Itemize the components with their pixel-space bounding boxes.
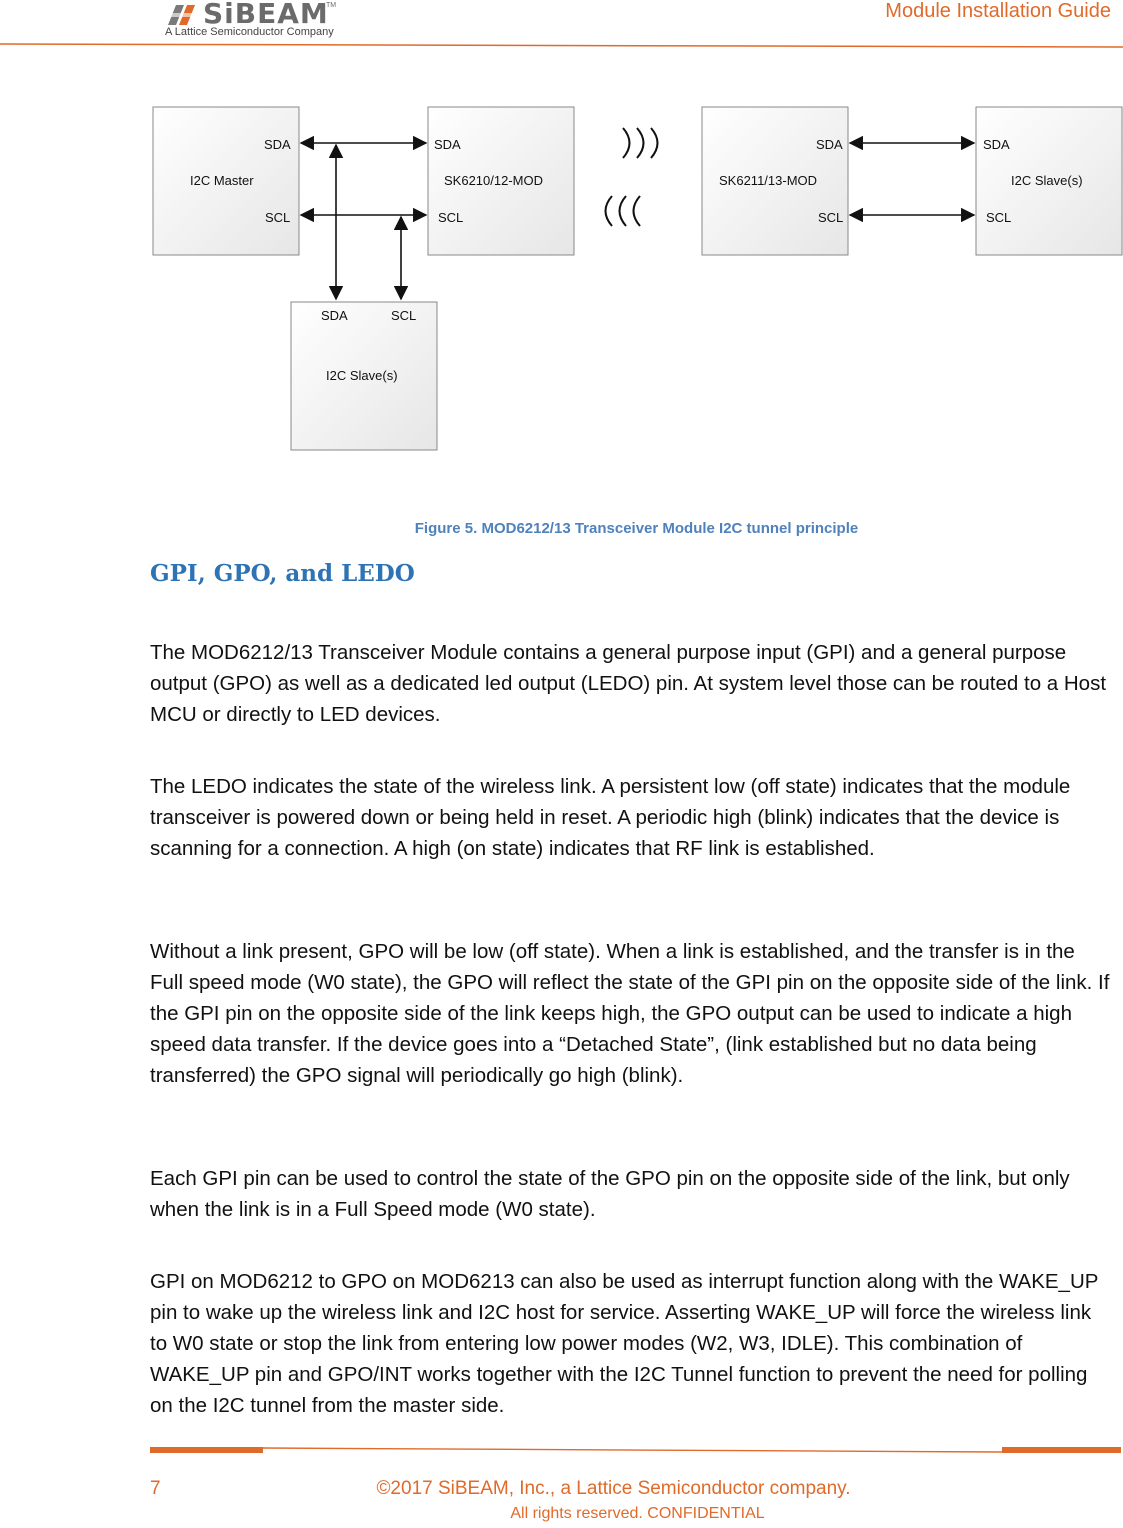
sibeam-logo [163,0,338,40]
sk6211-sda-label: SDA [816,137,843,152]
rights-line: All rights reserved. CONFIDENTIAL [510,1505,765,1522]
brand-tagline: A Lattice Semiconductor Company [165,26,334,38]
paragraph-gpio-overview: The MOD6212/13 Transceiver Module contains a general purpose input (GPI) and a general purpose output (GPO) as well as a dedicated led output (LEDO) pin. At system level those can be routed to a Host MCU or directly to LED devices. [150,641,1107,726]
section-heading: GPI, GPO, and LEDO [150,560,415,587]
master-scl-label: SCL [265,210,291,225]
trademark: TM [326,2,337,9]
logo-mark-icon [166,3,200,27]
paragraph-wake-up: GPI on MOD6212 to GPO on MOD6213 can also be used as interrupt function along with the WAKE_UP pin to wake up the wireless link and I2C host for service. Asserting WAKE_UP will force the wireless link to W0 state or stop the link from entering low power modes (W2, W3, IDLE). This combination of WAKE_UP pin and GPO/INT works together with the I2C Tunnel function to prevent the need for polling on the I2C tunnel from the master side. [150,1270,1099,1417]
copyright-line: ©2017 SiBEAM, Inc., a Lattice Semiconductor company. [376,1478,851,1499]
header-rule [0,42,1123,50]
document-title: Module Installation Guide [885,0,1111,22]
figure-caption: Figure 5. MOD6212/13 Transceiver Module I2C tunnel principle [414,520,859,537]
slave-right-scl-label: SCL [986,210,1012,225]
slave-right-sda-label: SDA [983,137,1010,152]
sk6211-scl-label: SCL [818,210,844,225]
sk6211-label: SK6211/13-MOD [719,173,818,188]
sk6210-sda-label: SDA [434,137,461,152]
brand-name: SiBEAM [203,0,329,30]
footer-rule [150,1440,1123,1454]
paragraph-ledo: The LEDO indicates the state of the wireless link. A persistent low (off state) indicates that the module transceiver is powered down or being held in reset. A periodic high (blink) indicates that the device is scanning for a connection. A high (on state) indicates that RF link is established. [150,775,1071,860]
i2c-tunnel-diagram [140,95,1123,465]
paragraph-gpo: Without a link present, GPO will be low (off state). When a link is established, and the transfer is in the Full speed mode (W0 state), the GPO will reflect the state of the GPI pin on the opposite side of the link. If the GPI pin on the opposite side of the link keeps high, the GPO output can be used to indicate a high speed data transfer. If the device goes into a “Detached State”, (link established but no data being transferred) the GPO signal will periodically go high (blink). [150,940,1110,1087]
wireless-signal-icon [606,128,658,226]
paragraph-gpi: Each GPI pin can be used to control the state of the GPO pin on the opposite side of the link, but only when the link is in a Full Speed mode (W0 state). [150,1167,1070,1221]
master-sda-label: SDA [264,137,291,152]
slave-bottom-label: I2C Slave(s) [326,368,398,383]
sk6210-scl-label: SCL [438,210,464,225]
slave-bottom-sda-label: SDA [321,308,348,323]
page-number: 7 [150,1478,161,1499]
slave-right-label: I2C Slave(s) [1011,173,1083,188]
slave-bottom-scl-label: SCL [391,308,417,323]
sk6210-label: SK6210/12-MOD [444,173,543,188]
master-label: I2C Master [190,173,254,188]
